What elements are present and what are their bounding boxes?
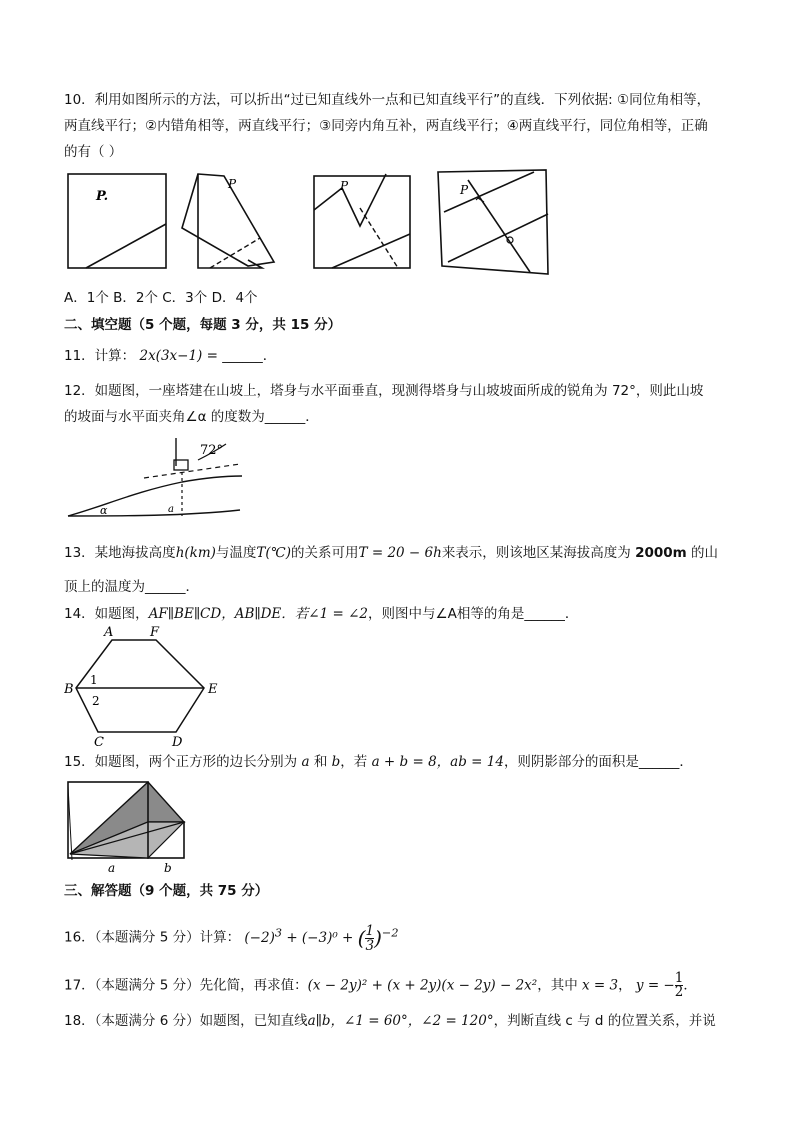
q13-temp-var: T(℃) [256, 545, 292, 561]
tower-angle-label: 72° [200, 443, 224, 458]
q15 [64, 749, 734, 775]
squares-figure [64, 778, 194, 876]
q11-text: 11．计算： [64, 348, 136, 364]
q13-text-c: 的关系可用 [291, 545, 359, 561]
q14-prefix: 14．如题图， [64, 606, 149, 622]
q15-suffix: ，则阴影部分的面积是______． [503, 754, 693, 770]
q15-var-b: b [331, 754, 341, 770]
q10-line-3: 的有（ ） [64, 144, 123, 160]
vertex-a: A [104, 625, 114, 640]
q11-blank: ______． [222, 348, 277, 364]
hexagon-figure [64, 622, 224, 748]
vertex-e: E [208, 682, 218, 697]
q15-var-a: a [301, 754, 310, 770]
q17-mid: ，其中 [537, 977, 578, 994]
q15-mid2: ，若 [340, 754, 372, 770]
q17-text: 17．（本题满分 5 分）先化简，再求值： [64, 977, 308, 994]
q13-text-b: 与温度 [215, 545, 257, 561]
q16-expression-tail: + (−3)⁰ + [286, 929, 354, 946]
fig1-point-p: P. [96, 189, 109, 204]
q17: 17．（本题满分 5 分）先化简，再求值：(x − 2y)² + (x + 2y)(x − 2y) − 2x²，其中 x = 3， y = − $\frac{1}{2}$ ． [64, 970, 697, 1000]
q16 [64, 920, 734, 953]
q12-line-2: 的坡面与水平面夹角∠α 的度数为______． [64, 409, 319, 425]
fig4-point-p: P [460, 183, 469, 197]
fig2-point-p: P [228, 177, 237, 191]
q18 [64, 1008, 734, 1034]
section-3-title: 三、解答题（9 个题，共 75 分） [64, 883, 269, 899]
angle-1-label: 1 [90, 673, 98, 687]
q18-text: 18．（本题满分 6 分）如题图，已知直线 [64, 1013, 308, 1029]
tower-slope-figure [64, 432, 254, 524]
q16-text: 16．（本题满分 5 分）计算： [64, 929, 241, 946]
q15-prefix: 15．如题图，两个正方形的边长分别为 [64, 754, 302, 770]
section-2-title: 二、填空题（5 个题，每题 3 分，共 15 分） [64, 317, 342, 333]
q14-condition: AF∥BE∥CD，AB∥DE．若∠1 = ∠2 [148, 606, 368, 622]
folding-figures [64, 168, 554, 280]
q16-base: (−2) [244, 929, 275, 946]
alpha-label: α [100, 504, 108, 517]
fold-figure-3 [314, 174, 410, 268]
q11-expression: 2x(3x−1) = [139, 348, 218, 364]
q13-line-2: 顶上的温度为______． [64, 579, 199, 595]
q12-line-1: 12．如题图，一座塔建在山坡上，塔身与水平面垂直，现测得塔身与山坡坡面所成的锐角为 72°，则此山坡 [64, 383, 704, 399]
angle-2-label: 2 [92, 694, 100, 708]
q15-condition: a + b = 8，ab = 14 [371, 754, 504, 770]
q16-expression: $(-2)^3 + (-3)^0$ + ( $\frac{1}{3}$ )$^{-2}$ [244, 922, 399, 954]
vertex-d: D [172, 735, 183, 748]
q11 [64, 343, 734, 369]
q13-height-value: 2000m [635, 545, 687, 561]
fold-figure-2 [182, 174, 274, 268]
q13-text-d: 来表示，则该地区某海拔高度为 [441, 545, 636, 561]
q10-line-1: 10．利用如图所示的方法，可以折出“过已知直线外一点和已知直线平行”的直线．下列依据: ①同位角相等， [64, 92, 711, 108]
side-a-label: a [108, 861, 116, 875]
fig3-point-p: P [340, 179, 349, 193]
q18-condition: a∥b，∠1 = 60°，∠2 = 120° [307, 1013, 494, 1029]
slope-a-label: a [168, 504, 174, 515]
q16-exp-neg2: −2 [381, 926, 399, 939]
vertex-b: B [64, 682, 74, 697]
q15-mid1: 和 [309, 754, 332, 770]
q10-options: A．1个 B．2个 C．3个 D．4个 [64, 290, 258, 306]
q16-exp3: 3 [274, 926, 283, 939]
q16-fraction-den: 3 [365, 937, 375, 954]
q13-height-var: h(km) [175, 545, 216, 561]
q17-end: ． [683, 977, 697, 994]
side-b-label: b [164, 861, 172, 875]
q17-x-value: x = 3 [582, 977, 619, 994]
fold-figure-1 [68, 174, 166, 268]
q13-formula: T = 20 − 6h [358, 545, 442, 561]
q17-y-num: 1 [674, 970, 684, 986]
q18-tail: ，判断直线 c 与 d 的位置关系，并说 [493, 1013, 716, 1029]
q17-y-value: y = − [635, 977, 675, 994]
q17-y-den: 2 [674, 984, 684, 1000]
q13-text-a: 13．某地海拔高度 [64, 545, 176, 561]
q13-text-e: 的山 [686, 545, 719, 561]
q14-suffix: ，则图中与∠A相等的角是______． [367, 606, 579, 622]
q17-expression: (x − 2y)² + (x + 2y)(x − 2y) − 2x² [307, 977, 538, 994]
q10-line-2: 两直线平行；②内错角相等，两直线平行；③同旁内角互补，两直线平行；④两直线平行，同位角相等，正确 [64, 118, 708, 134]
fold-figure-4 [438, 170, 548, 274]
q16-fraction-num: 1 [365, 922, 375, 939]
vertex-c: C [94, 735, 104, 748]
vertex-f: F [150, 625, 160, 640]
q13-line-1 [64, 540, 734, 566]
